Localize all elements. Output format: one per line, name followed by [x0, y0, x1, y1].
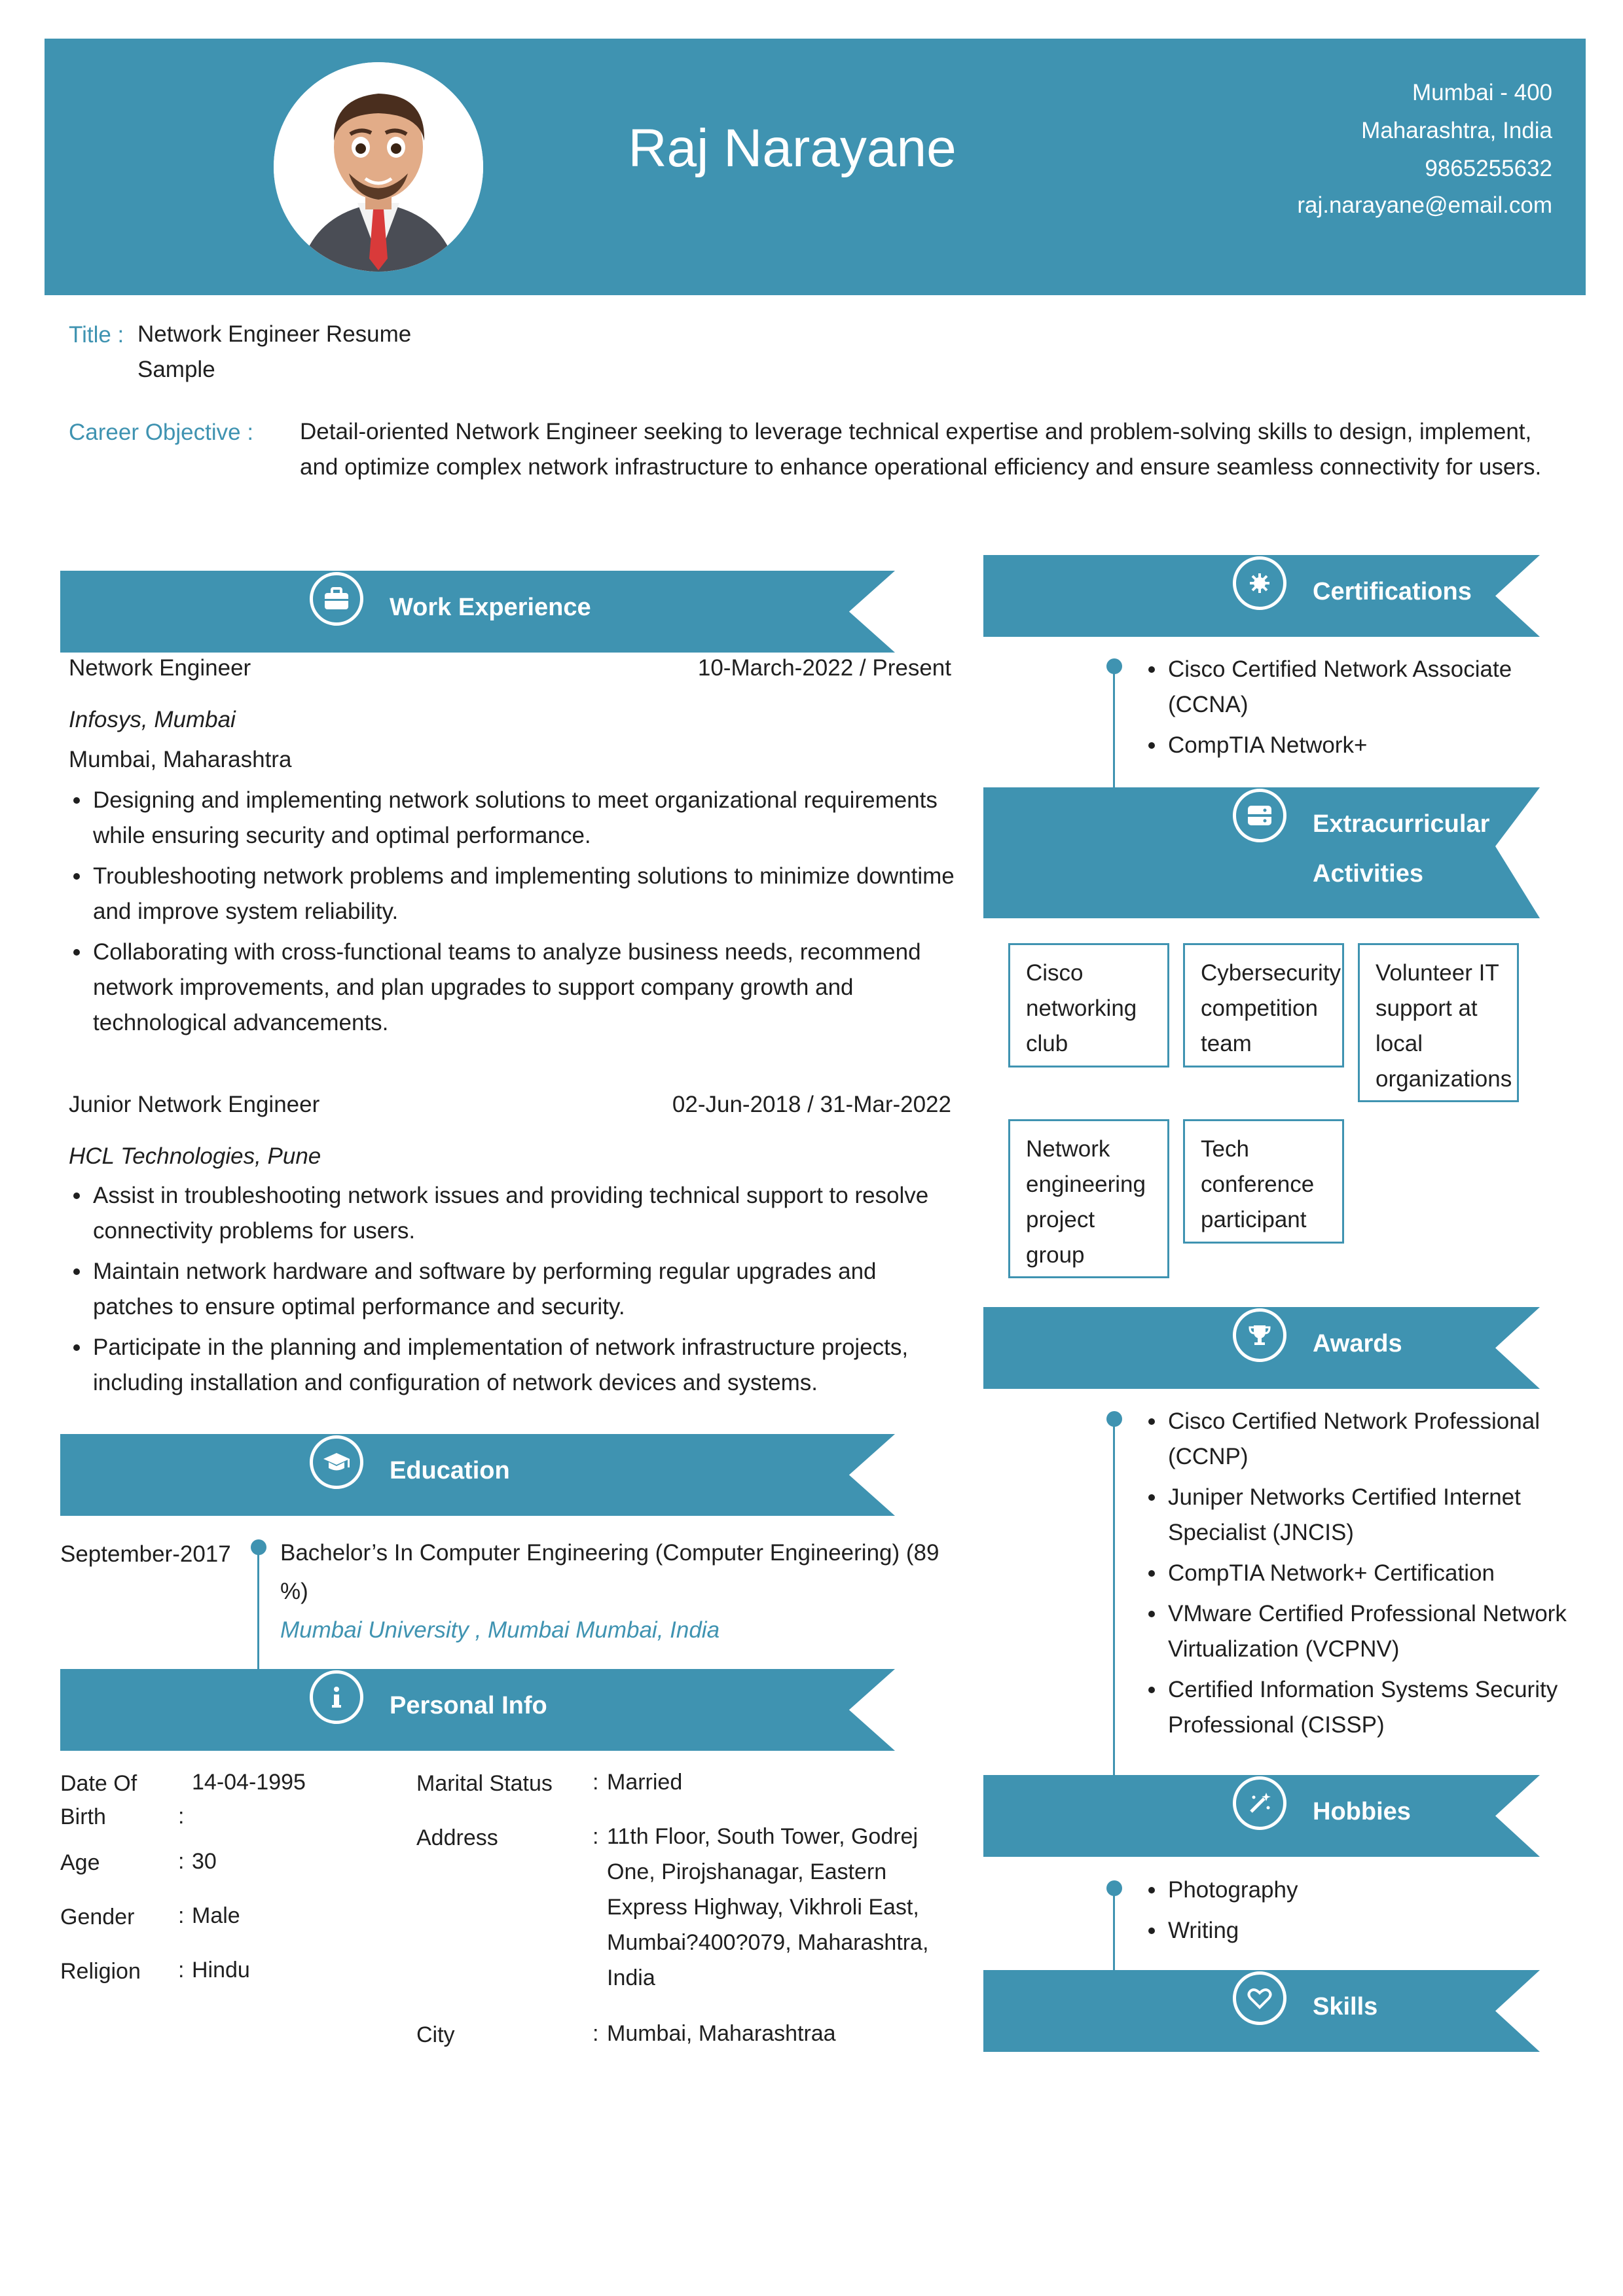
activity-card: Network engineering project group	[1008, 1119, 1169, 1278]
graduation-cap-icon	[310, 1435, 363, 1489]
extracurricular-title-line1: Extracurricular	[1313, 810, 1490, 838]
hobbies-timeline-line	[1113, 1888, 1115, 1970]
age-label: Age	[60, 1850, 100, 1875]
age-value: 30	[192, 1849, 217, 1874]
candidate-name: Raj Narayane	[628, 118, 957, 178]
hobbies-timeline-dot	[1106, 1880, 1122, 1896]
contact-city: Mumbai - 400	[1412, 80, 1552, 105]
career-objective-line2: and optimize complex network infrastructure to enhance operational efficiency and ensure seamless connectivity for users.	[300, 454, 1542, 480]
address-colon: :	[593, 1824, 599, 1849]
city-colon: :	[593, 2021, 599, 2046]
job2-dates: 02-Jun-2018 / 31-Mar-2022	[672, 1092, 951, 1117]
gender-colon: :	[178, 1903, 185, 1928]
avatar	[274, 62, 483, 272]
city-label: City	[416, 2022, 455, 2047]
education-degree-line1: Bachelor’s In Computer Engineering (Computer Engineering) (89	[280, 1540, 939, 1566]
awards-timeline-line	[1113, 1419, 1115, 1776]
hobbies-list	[1144, 1873, 1537, 1954]
personal-info-title: Personal Info	[390, 1692, 547, 1719]
awards-title: Awards	[1313, 1330, 1402, 1357]
list-item: Photography	[1144, 1873, 1537, 1908]
dob-label-line1: Date Of	[60, 1771, 137, 1796]
awards-timeline-dot	[1106, 1411, 1122, 1427]
education-degree-line2: %)	[280, 1579, 308, 1604]
dob-label-line2: Birth	[60, 1804, 106, 1829]
job1-role: Network Engineer	[69, 655, 251, 681]
skills-title: Skills	[1313, 1993, 1378, 2020]
contact-email[interactable]: raj.narayane@email.com	[1297, 192, 1552, 218]
job1-bullets	[69, 783, 960, 1046]
gender-value: Male	[192, 1903, 240, 1928]
marital-status-value: Married	[607, 1770, 683, 1795]
work-experience-title: Work Experience	[390, 594, 591, 621]
job1-company: Infosys, Mumbai	[69, 707, 236, 732]
education-timeline-dot	[251, 1539, 266, 1555]
marital-status-label: Marital Status	[416, 1771, 553, 1796]
awards-list	[1144, 1404, 1577, 1748]
extracurricular-title-line2: Activities	[1313, 860, 1423, 888]
job1-location: Mumbai, Maharashtra	[69, 747, 292, 772]
title-value-line1: Network Engineer Resume	[137, 321, 412, 347]
badge-icon	[1233, 556, 1286, 610]
list-item: Participate in the planning and implementation of network infrastructure projects, including installation and configuration of network devices and systems.	[69, 1330, 960, 1401]
list-item: Cisco Certified Network Associate (CCNA)	[1144, 652, 1550, 723]
list-item: Troubleshooting network problems and implementing solutions to minimize downtime and improve system reliability.	[69, 859, 960, 929]
career-objective-label: Career Objective :	[69, 420, 254, 445]
contact-phone: 9865255632	[1425, 156, 1552, 181]
job2-bullets	[69, 1178, 960, 1406]
title-value-line2: Sample	[137, 357, 215, 382]
religion-colon: :	[178, 1958, 185, 1982]
religion-label: Religion	[60, 1959, 141, 1984]
list-item: Maintain network hardware and software by performing regular upgrades and patches to ensure optimal performance and security.	[69, 1254, 960, 1325]
activity-card: Cisco networking club	[1008, 943, 1169, 1067]
gender-label: Gender	[60, 1905, 135, 1929]
activity-card: Volunteer IT support at local organizations	[1358, 943, 1519, 1102]
address-line: India	[607, 1965, 655, 1990]
education-date: September-2017	[60, 1541, 231, 1567]
job1-dates: 10-March-2022 / Present	[697, 655, 951, 681]
contact-state: Maharashtra, India	[1361, 118, 1552, 143]
dob-colon: :	[178, 1804, 185, 1829]
religion-value: Hindu	[192, 1958, 250, 1982]
list-item: Certified Information Systems Security Professional (CISSP)	[1144, 1672, 1577, 1743]
job2-role: Junior Network Engineer	[69, 1092, 320, 1117]
list-item: Collaborating with cross-functional teams to analyze business needs, recommend network improvements, and plan upgrades to support company growth and technological advancements.	[69, 935, 960, 1041]
address-line: One, Pirojshanagar, Eastern	[607, 1859, 887, 1884]
city-value: Mumbai, Maharashtraa	[607, 2021, 836, 2046]
info-icon	[310, 1670, 363, 1724]
list-item: VMware Certified Professional Network Virtualization (VCPNV)	[1144, 1596, 1577, 1667]
extracurricular-icon	[1233, 789, 1286, 842]
certifications-title: Certifications	[1313, 578, 1472, 605]
magic-wand-icon	[1233, 1776, 1286, 1830]
education-school: Mumbai University , Mumbai Mumbai, India	[280, 1617, 720, 1643]
address-line: Express Highway, Vikhroli East,	[607, 1895, 919, 1920]
education-timeline-line	[257, 1545, 259, 1676]
career-objective-line1: Detail-oriented Network Engineer seeking to leverage technical expertise and problem-solving skills to design, implement,	[300, 419, 1532, 444]
list-item: Designing and implementing network solutions to meet organizational requirements while ensuring security and optimal performance.	[69, 783, 960, 853]
trophy-icon	[1233, 1308, 1286, 1362]
address-label: Address	[416, 1825, 498, 1850]
dob-value: 14-04-1995	[192, 1770, 306, 1795]
address-line: Mumbai?400?079, Maharashtra,	[607, 1930, 929, 1955]
activity-card: Cybersecurity competition team	[1183, 943, 1344, 1067]
certifications-list	[1144, 652, 1550, 768]
heart-icon	[1233, 1971, 1286, 2025]
job2-company: HCL Technologies, Pune	[69, 1143, 321, 1169]
education-title: Education	[390, 1457, 510, 1484]
marital-colon: :	[593, 1770, 599, 1795]
age-colon: :	[178, 1849, 185, 1874]
title-label: Title :	[69, 322, 124, 348]
list-item: CompTIA Network+	[1144, 728, 1550, 763]
certifications-timeline-line	[1113, 666, 1115, 787]
activity-card: Tech conference participant	[1183, 1119, 1344, 1244]
certifications-timeline-dot	[1106, 658, 1122, 674]
briefcase-icon	[310, 572, 363, 626]
address-line: 11th Floor, South Tower, Godrej	[607, 1824, 919, 1849]
list-item: Assist in troubleshooting network issues and providing technical support to resolve connectivity problems for users.	[69, 1178, 960, 1249]
list-item: CompTIA Network+ Certification	[1144, 1556, 1577, 1591]
list-item: Writing	[1144, 1913, 1537, 1948]
hobbies-title: Hobbies	[1313, 1798, 1411, 1825]
list-item: Cisco Certified Network Professional (CCNP)	[1144, 1404, 1577, 1475]
list-item: Juniper Networks Certified Internet Specialist (JNCIS)	[1144, 1480, 1577, 1551]
